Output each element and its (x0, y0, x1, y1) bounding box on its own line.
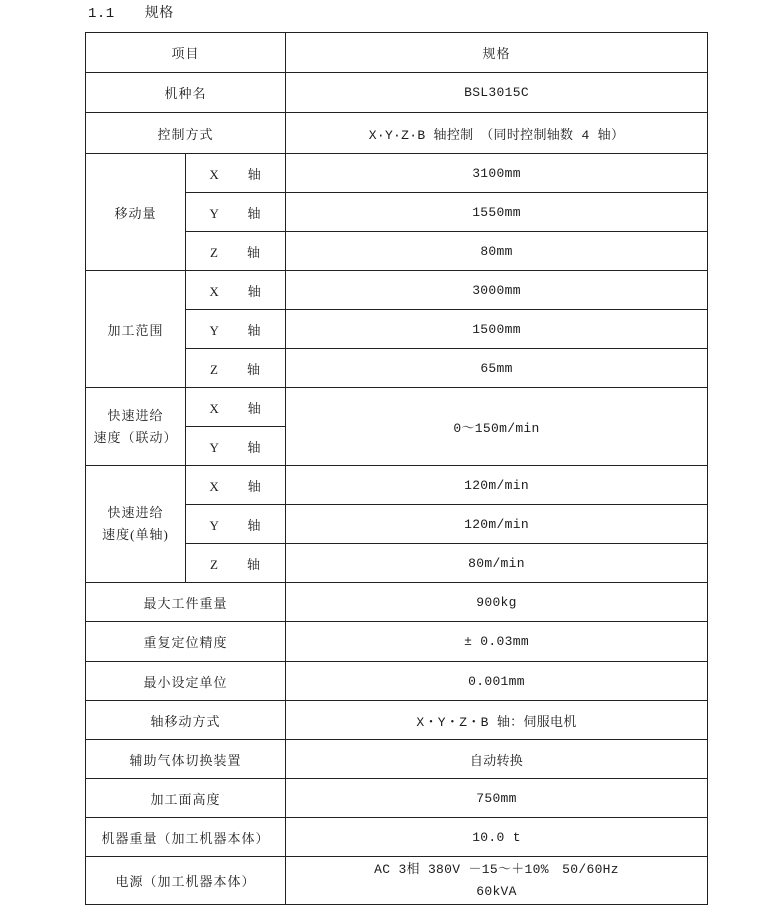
row-value: 80mm (286, 232, 708, 271)
table-row (86, 388, 708, 427)
axis-label: X 轴 (186, 466, 286, 505)
group-label (86, 388, 186, 466)
table-row (86, 622, 708, 662)
group-label-line: 速度（联动） (93, 429, 178, 445)
row-value: 80m/min (286, 544, 708, 583)
row-value (286, 857, 708, 905)
table-header-row (86, 33, 708, 73)
row-value-line: AC 3相 380V －15～＋10% 50/60Hz (374, 861, 619, 877)
row-label: 加工面高度 (86, 779, 286, 818)
row-value: 0.001mm (286, 662, 708, 701)
table-row (86, 271, 708, 310)
row-value: 1500mm (286, 310, 708, 349)
axis-label: Y 轴 (186, 427, 286, 466)
row-label: 最大工件重量 (86, 583, 286, 622)
table-row (86, 113, 708, 154)
row-value: 3100mm (286, 154, 708, 193)
axis-label: Z 轴 (186, 232, 286, 271)
row-value: 10.0 t (286, 818, 708, 857)
group-label (86, 466, 186, 583)
row-label: 最小设定单位 (86, 662, 286, 701)
row-label: 机种名 (86, 73, 286, 113)
axis-label: X 轴 (186, 154, 286, 193)
section-number: 1.1 (88, 6, 115, 22)
axis-label: X 轴 (186, 271, 286, 310)
axis-label: Z 轴 (186, 544, 286, 583)
table-row (86, 583, 708, 622)
spec-table (85, 32, 708, 905)
row-value: ± 0.03mm (286, 622, 708, 662)
row-label: 轴移动方式 (86, 701, 286, 740)
header-spec: 规格 (286, 33, 708, 73)
row-value: 0～150m/min (286, 388, 708, 466)
row-value: 3000mm (286, 271, 708, 310)
row-label: 重复定位精度 (86, 622, 286, 662)
row-value: X·Y·Z·B 轴控制 （同时控制轴数 4 轴） (286, 113, 708, 154)
table-row (86, 818, 708, 857)
row-value: 自动转换 (286, 740, 708, 779)
row-value: X・Y・Z・B 轴：伺服电机 (286, 701, 708, 740)
row-value: 900kg (286, 583, 708, 622)
row-value: 750mm (286, 779, 708, 818)
group-label-line: 快速进给 (107, 505, 164, 520)
group-label-line: 速度(单轴) (102, 527, 169, 542)
group-label: 加工范围 (86, 271, 186, 388)
table-row (86, 701, 708, 740)
axis-label: Y 轴 (186, 310, 286, 349)
row-value: 120m/min (286, 505, 708, 544)
row-value: 1550mm (286, 193, 708, 232)
axis-label: Y 轴 (186, 193, 286, 232)
row-value-line: 60kVA (476, 883, 517, 899)
table-row (86, 73, 708, 113)
table-row (86, 779, 708, 818)
row-label: 控制方式 (86, 113, 286, 154)
section-title: 规格 (144, 6, 174, 21)
group-label-line: 快速进给 (107, 407, 164, 423)
table-row (86, 857, 708, 905)
table-row (86, 154, 708, 193)
group-label: 移动量 (86, 154, 186, 271)
axis-label: X 轴 (186, 388, 286, 427)
row-label: 电源（加工机器本体） (86, 857, 286, 905)
row-label: 机器重量（加工机器本体） (86, 818, 286, 857)
row-value: 120m/min (286, 466, 708, 505)
axis-label: Y 轴 (186, 505, 286, 544)
table-row (86, 662, 708, 701)
header-item: 项目 (86, 33, 286, 73)
table-row (86, 466, 708, 505)
row-value: BSL3015C (286, 73, 708, 113)
table-row (86, 740, 708, 779)
row-value: 65mm (286, 349, 708, 388)
row-label: 辅助气体切换装置 (86, 740, 286, 779)
axis-label: Z 轴 (186, 349, 286, 388)
section-heading (88, 6, 777, 22)
